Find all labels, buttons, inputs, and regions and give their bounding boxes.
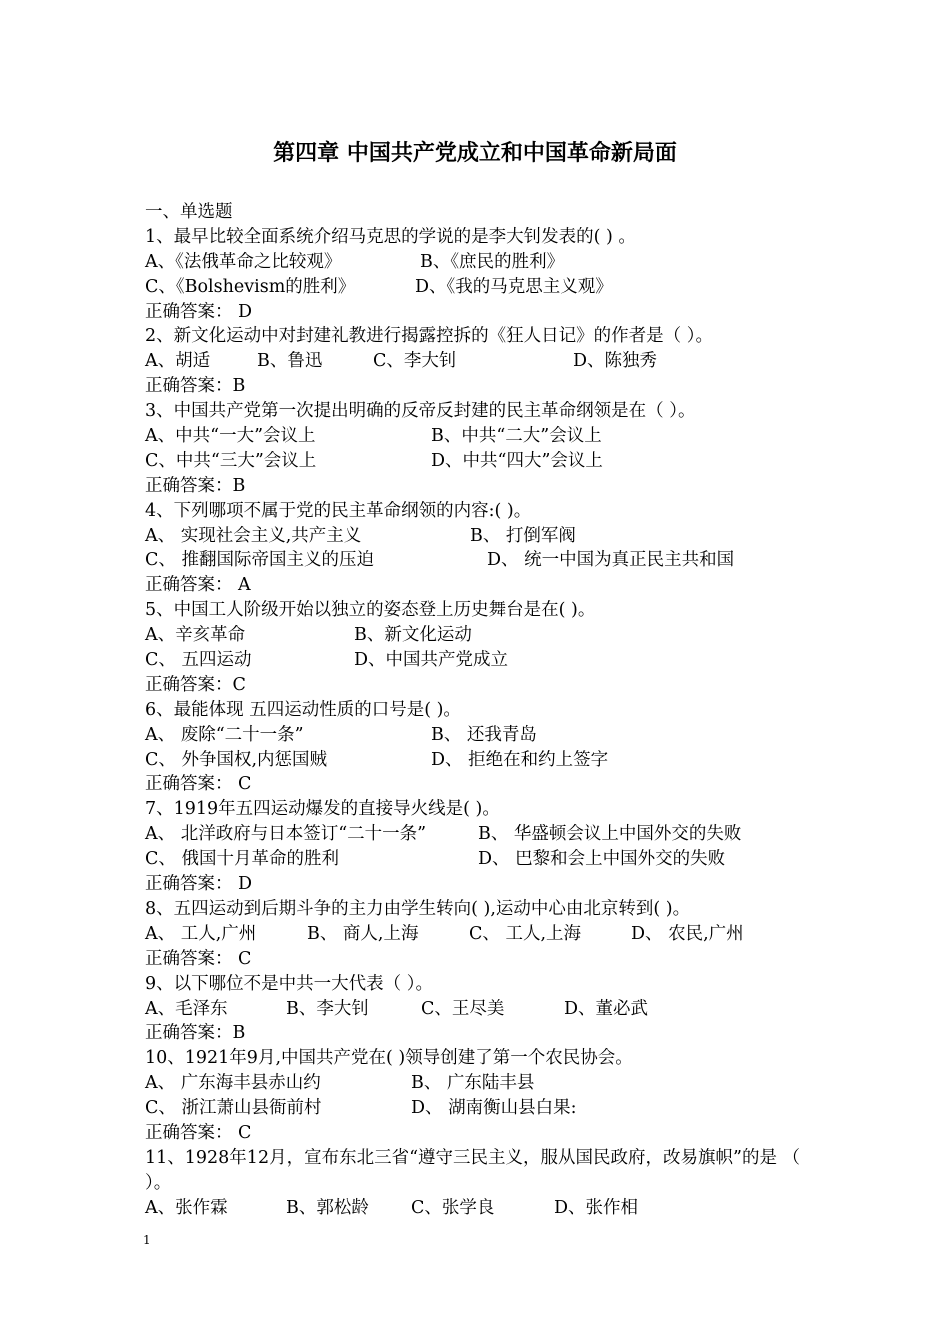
option: D、张作相	[554, 1197, 639, 1218]
options-row	[145, 822, 815, 847]
question-stem: 6、最能体现 五四运动性质的口号是( )。	[145, 699, 461, 720]
answer: 正确答案： D	[145, 301, 253, 322]
option: D、董必武	[564, 998, 649, 1019]
page-number: 1	[143, 1233, 151, 1247]
options-row	[145, 424, 815, 449]
question-stem: 1、最早比较全面系统介绍马克思的学说的是李大钊发表的( ) 。	[145, 226, 636, 247]
option: A、《法俄革命之比较观》	[145, 251, 342, 272]
option: B、 广东陆丰县	[411, 1073, 535, 1094]
option: B、 打倒军阀	[470, 525, 576, 546]
options-row	[145, 1196, 815, 1221]
section-heading: 一、单选题	[145, 202, 233, 222]
options-row	[145, 648, 815, 673]
option: D、陈独秀	[573, 351, 658, 372]
question-stem: 8、五四运动到后期斗争的主力由学生转向( ),运动中心由北京转到( )。	[145, 898, 691, 919]
option: C、 浙江萧山县衙前村	[145, 1098, 322, 1119]
options-row	[145, 275, 815, 300]
option: C、 五四运动	[145, 650, 252, 671]
option: C、李大钊	[373, 351, 457, 372]
answer: 正确答案：B	[145, 376, 246, 397]
question-stem: 3、中国共产党第一次提出明确的反帝反封建的民主革命纲领是在（ ）。	[145, 401, 696, 422]
answer: 正确答案： C	[145, 774, 252, 795]
option: D、 农民,广州	[631, 923, 744, 944]
options-row	[145, 623, 815, 648]
answer: 正确答案： D	[145, 874, 253, 895]
options-row	[145, 250, 815, 275]
option: B、《庶民的胜利》	[420, 251, 565, 272]
option: D、 统一中国为真正民主共和国	[487, 550, 735, 571]
option: D、中国共产党成立	[354, 650, 509, 671]
option: C、 推翻国际帝国主义的压迫	[145, 550, 374, 571]
option: A、 工人,广州	[145, 923, 257, 944]
option: B、 还我青岛	[431, 724, 537, 745]
option: C、王尽美	[421, 998, 505, 1019]
question-list	[145, 200, 815, 1221]
options-row	[145, 548, 815, 573]
option: A、张作霖	[145, 1197, 228, 1218]
option: D、《我的马克思主义观》	[415, 276, 613, 297]
options-row	[145, 723, 815, 748]
option: A、中共“一大”会议上	[145, 426, 316, 447]
option: B、郭松龄	[286, 1197, 369, 1218]
option: A、 废除“二十一条”	[145, 724, 304, 745]
options-row	[145, 922, 815, 947]
options-row	[145, 524, 815, 549]
options-row	[145, 997, 815, 1022]
option: B、 华盛顿会议上中国外交的失败	[478, 824, 742, 845]
option: A、胡适	[145, 351, 211, 372]
option: A、 广东海丰县赤山约	[145, 1073, 321, 1094]
option: D、中共“四大”会议上	[431, 450, 603, 471]
option: B、李大钊	[286, 998, 369, 1019]
options-row	[145, 1096, 815, 1121]
options-row	[145, 349, 815, 374]
question-stem: 4、下列哪项不属于党的民主革命纲领的内容:( )。	[145, 500, 532, 521]
page-title: 第四章 中国共产党成立和中国革命新局面	[273, 141, 677, 166]
options-row	[145, 748, 815, 773]
options-row	[145, 847, 815, 872]
answer: 正确答案： C	[145, 1122, 252, 1143]
option: C、中共“三大”会议上	[145, 450, 317, 471]
option: C、《Bolshevism的胜利》	[145, 276, 356, 297]
answer: 正确答案：B	[145, 475, 246, 496]
question-stem: 10、1921年9月,中国共产党在( )领导创建了第一个农民协会。	[145, 1048, 633, 1069]
question-stem: 7、1919年五四运动爆发的直接导火线是( )。	[145, 799, 500, 820]
question-stem: 11、1928年12月，宣布东北三省“遵守三民主义，服从国民政府，改易旗帜”的是 （ ）。	[145, 1147, 801, 1193]
answer: 正确答案： C	[145, 948, 252, 969]
option: A、毛泽东	[145, 998, 228, 1019]
option: C、 工人,上海	[469, 923, 582, 944]
option: C、 俄国十月革命的胜利	[145, 849, 339, 870]
option: C、 外争国权,内惩国贼	[145, 749, 328, 770]
options-row	[145, 1071, 815, 1096]
option: C、张学良	[411, 1197, 495, 1218]
option: D、 拒绝在和约上签字	[431, 749, 609, 770]
question-stem: 5、中国工人阶级开始以独立的姿态登上历史舞台是在( )。	[145, 600, 596, 621]
answer: 正确答案： A	[145, 575, 251, 596]
option: B、中共“二大”会议上	[431, 426, 602, 447]
question-stem: 9、以下哪位不是中共一大代表（ ）。	[145, 973, 433, 994]
option: A、 北洋政府与日本签订“二十一条”	[145, 824, 427, 845]
option: D、 巴黎和会上中国外交的失败	[478, 849, 726, 870]
options-row	[145, 449, 815, 474]
option: B、新文化运动	[354, 625, 472, 646]
option: B、 商人,上海	[307, 923, 419, 944]
question-stem: 2、新文化运动中对封建礼教进行揭露控拆的《狂人日记》的作者是（ ）。	[145, 326, 713, 347]
option: B、鲁迅	[257, 351, 323, 372]
answer: 正确答案：B	[145, 1023, 246, 1044]
option: A、辛亥革命	[145, 625, 246, 646]
answer: 正确答案：C	[145, 674, 246, 695]
option: D、 湖南衡山县白果:	[411, 1098, 577, 1119]
option: A、 实现社会主义,共产主义	[145, 525, 362, 546]
